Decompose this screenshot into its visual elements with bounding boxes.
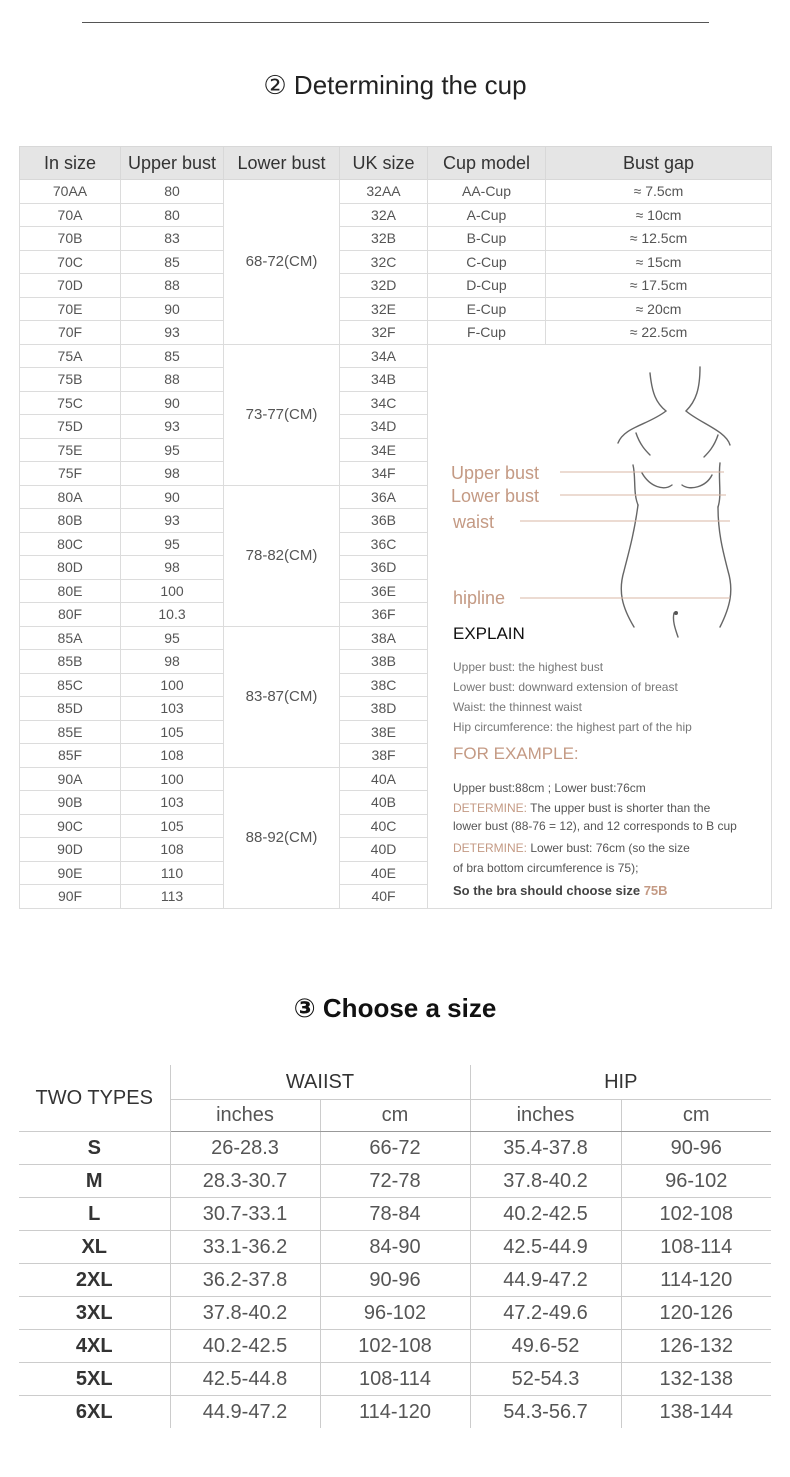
cup-model-cell: AA-Cup	[428, 180, 546, 204]
header-in-size: In size	[20, 147, 121, 180]
cup-table-row	[20, 297, 772, 321]
size-table-row	[19, 1264, 771, 1297]
uk-size-cell: 32E	[340, 297, 428, 321]
in-size-cell: 85F	[20, 744, 121, 768]
uk-size-cell: 34B	[340, 368, 428, 392]
size-label-cell: 4XL	[19, 1330, 170, 1363]
upper-bust-cell: 88	[121, 368, 224, 392]
hip-cm-cell: 90-96	[621, 1132, 771, 1165]
cup-table-header	[20, 147, 772, 180]
in-size-cell: 80D	[20, 556, 121, 580]
waist-cm-cell: 84-90	[320, 1231, 470, 1264]
in-size-cell: 70F	[20, 321, 121, 345]
hip-inches-cell: 37.8-40.2	[470, 1165, 621, 1198]
size-table-row	[19, 1363, 771, 1396]
uk-size-cell: 32A	[340, 203, 428, 227]
cup-model-cell: D-Cup	[428, 274, 546, 298]
uk-size-cell: 36A	[340, 485, 428, 509]
in-size-cell: 70AA	[20, 180, 121, 204]
navel-icon	[674, 611, 678, 615]
uk-size-cell: 36C	[340, 532, 428, 556]
in-size-cell: 90E	[20, 861, 121, 885]
section-title-cup: ② Determining the cup	[263, 70, 527, 100]
cup-model-cell: A-Cup	[428, 203, 546, 227]
size-label-cell: M	[19, 1165, 170, 1198]
hip-cm-cell: 126-132	[621, 1330, 771, 1363]
upper-bust-cell: 90	[121, 297, 224, 321]
in-size-cell: 90D	[20, 838, 121, 862]
upper-bust-cell: 93	[121, 321, 224, 345]
header-waist: WAIIST	[170, 1065, 470, 1100]
in-size-cell: 85B	[20, 650, 121, 674]
upper-bust-cell: 88	[121, 274, 224, 298]
header-cup-model: Cup model	[428, 147, 546, 180]
size-table-row	[19, 1198, 771, 1231]
header-hip-cm: cm	[621, 1100, 771, 1132]
size-table-row	[19, 1132, 771, 1165]
in-size-cell: 80B	[20, 509, 121, 533]
hip-cm-cell: 120-126	[621, 1297, 771, 1330]
uk-size-cell: 36F	[340, 603, 428, 627]
in-size-cell: 80F	[20, 603, 121, 627]
header-lower-bust: Lower bust	[224, 147, 340, 180]
determine-step-2	[453, 837, 690, 859]
uk-size-cell: 38E	[340, 720, 428, 744]
upper-bust-cell: 85	[121, 344, 224, 368]
cup-table-row	[20, 227, 772, 251]
in-size-cell: 80C	[20, 532, 121, 556]
determine-step-2-cont: of bra bottom circumference is 75);	[453, 860, 639, 875]
definition-hip: Hip circumference: the highest part of the hip	[453, 719, 692, 734]
cup-model-cell: B-Cup	[428, 227, 546, 251]
waist-inches-cell: 44.9-47.2	[170, 1396, 320, 1429]
hip-cm-cell: 108-114	[621, 1231, 771, 1264]
waist-cm-cell: 90-96	[320, 1264, 470, 1297]
in-size-cell: 75B	[20, 368, 121, 392]
uk-size-cell: 36B	[340, 509, 428, 533]
cup-table-row	[20, 321, 772, 345]
determine-1-text: The upper bust is shorter than the	[530, 800, 711, 815]
upper-bust-cell: 108	[121, 744, 224, 768]
label-waist: waist	[453, 511, 495, 532]
uk-size-cell: 40F	[340, 885, 428, 909]
in-size-cell: 75E	[20, 438, 121, 462]
cup-table-row	[20, 344, 772, 368]
upper-bust-cell: 83	[121, 227, 224, 251]
uk-size-cell: 32F	[340, 321, 428, 345]
in-size-cell: 70D	[20, 274, 121, 298]
bust-gap-cell: ≈ 10cm	[546, 203, 772, 227]
section-title-size: ③ Choose a size	[293, 993, 497, 1023]
upper-bust-cell: 108	[121, 838, 224, 862]
uk-size-cell: 36E	[340, 579, 428, 603]
header-waist-inches: inches	[170, 1100, 320, 1132]
upper-bust-cell: 100	[121, 767, 224, 791]
cup-model-cell: F-Cup	[428, 321, 546, 345]
header-hip: HIP	[470, 1065, 771, 1100]
label-upper-bust: Upper bust	[451, 462, 540, 483]
upper-bust-cell: 105	[121, 814, 224, 838]
lower-bust-range-cell: 68-72(CM)	[224, 180, 340, 345]
in-size-cell: 80A	[20, 485, 121, 509]
in-size-cell: 85D	[20, 697, 121, 721]
lower-bust-range-cell: 88-92(CM)	[224, 767, 340, 908]
upper-bust-cell: 93	[121, 415, 224, 439]
upper-bust-cell: 98	[121, 462, 224, 486]
waist-cm-cell: 108-114	[320, 1363, 470, 1396]
waist-cm-cell: 96-102	[320, 1297, 470, 1330]
in-size-cell: 70E	[20, 297, 121, 321]
upper-bust-cell: 105	[121, 720, 224, 744]
hip-cm-cell: 114-120	[621, 1264, 771, 1297]
cup-model-cell: E-Cup	[428, 297, 546, 321]
upper-bust-cell: 95	[121, 626, 224, 650]
size-label-cell: S	[19, 1132, 170, 1165]
waist-inches-cell: 33.1-36.2	[170, 1231, 320, 1264]
bust-gap-cell: ≈ 12.5cm	[546, 227, 772, 251]
hip-inches-cell: 35.4-37.8	[470, 1132, 621, 1165]
uk-size-cell: 38A	[340, 626, 428, 650]
uk-size-cell: 40B	[340, 791, 428, 815]
hip-inches-cell: 54.3-56.7	[470, 1396, 621, 1429]
size-label-cell: 2XL	[19, 1264, 170, 1297]
waist-inches-cell: 42.5-44.8	[170, 1363, 320, 1396]
cup-table-row	[20, 274, 772, 298]
definition-waist: Waist: the thinnest waist	[453, 699, 582, 714]
bust-gap-cell: ≈ 7.5cm	[546, 180, 772, 204]
in-size-cell: 80E	[20, 579, 121, 603]
determine-label: DETERMINE:	[453, 800, 528, 815]
example-title: FOR EXAMPLE:	[453, 743, 579, 763]
size-table-row	[19, 1231, 771, 1264]
uk-size-cell: 38F	[340, 744, 428, 768]
upper-bust-cell: 95	[121, 438, 224, 462]
upper-bust-cell: 113	[121, 885, 224, 909]
uk-size-cell: 32C	[340, 250, 428, 274]
uk-size-cell: 32D	[340, 274, 428, 298]
measurement-figure-cell	[428, 344, 772, 908]
in-size-cell: 85E	[20, 720, 121, 744]
upper-bust-cell: 100	[121, 579, 224, 603]
bust-gap-cell: ≈ 20cm	[546, 297, 772, 321]
explain-title: EXPLAIN	[453, 623, 525, 643]
cup-table-row	[20, 180, 772, 204]
uk-size-cell: 40E	[340, 861, 428, 885]
in-size-cell: 75C	[20, 391, 121, 415]
upper-bust-cell: 100	[121, 673, 224, 697]
lower-bust-range-cell: 73-77(CM)	[224, 344, 340, 485]
in-size-cell: 85C	[20, 673, 121, 697]
cup-model-cell: C-Cup	[428, 250, 546, 274]
lower-bust-range-cell: 78-82(CM)	[224, 485, 340, 626]
size-label-cell: 6XL	[75, 1400, 113, 1423]
in-size-cell: 90A	[20, 767, 121, 791]
in-size-cell: 75A	[20, 344, 121, 368]
cup-table-row	[20, 203, 772, 227]
size-label-cell: XL	[19, 1231, 170, 1264]
uk-size-cell: 32B	[340, 227, 428, 251]
definition-upper-bust: Upper bust: the highest bust	[453, 659, 604, 674]
upper-bust-cell: 103	[121, 791, 224, 815]
determine-label: DETERMINE:	[453, 840, 528, 855]
bust-gap-cell: ≈ 22.5cm	[546, 321, 772, 345]
in-size-cell: 75F	[20, 462, 121, 486]
uk-size-cell: 38B	[340, 650, 428, 674]
upper-bust-cell: 110	[121, 861, 224, 885]
label-lower-bust: Lower bust	[451, 485, 540, 506]
waist-inches-cell: 40.2-42.5	[170, 1330, 320, 1363]
uk-size-cell: 34A	[340, 344, 428, 368]
hip-inches-cell: 47.2-49.6	[470, 1297, 621, 1330]
header-upper-bust: Upper bust	[121, 147, 224, 180]
hip-cm-cell: 132-138	[621, 1363, 771, 1396]
waist-cm-cell: 72-78	[320, 1165, 470, 1198]
hip-inches-cell: 44.9-47.2	[470, 1264, 621, 1297]
upper-bust-cell: 98	[121, 650, 224, 674]
upper-bust-cell: 10.3	[121, 603, 224, 627]
size-table-row	[19, 1396, 771, 1429]
upper-bust-cell: 80	[121, 203, 224, 227]
header-two-types: TWO TYPES	[19, 1065, 170, 1132]
size-label-cell: 3XL	[19, 1297, 170, 1330]
in-size-cell: 85A	[20, 626, 121, 650]
determine-2-text: Lower bust: 76cm (so the size	[530, 840, 690, 855]
waist-cm-cell: 66-72	[320, 1132, 470, 1165]
example-measurements: Upper bust:88cm ; Lower bust:76cm	[453, 780, 646, 795]
hip-inches-cell: 49.6-52	[470, 1330, 621, 1363]
hip-cm-cell: 102-108	[621, 1198, 771, 1231]
uk-size-cell: 32AA	[340, 180, 428, 204]
header-waist-cm: cm	[320, 1100, 470, 1132]
uk-size-cell: 40C	[340, 814, 428, 838]
conclusion-text: So the bra should choose size	[453, 882, 644, 898]
uk-size-cell: 34F	[340, 462, 428, 486]
lower-bust-range-cell: 83-87(CM)	[224, 626, 340, 767]
uk-size-cell: 34D	[340, 415, 428, 439]
size-table-row	[19, 1297, 771, 1330]
uk-size-cell: 34E	[340, 438, 428, 462]
uk-size-cell: 38C	[340, 673, 428, 697]
upper-bust-cell: 90	[121, 391, 224, 415]
conclusion	[453, 880, 668, 902]
in-size-cell: 75D	[20, 415, 121, 439]
in-size-cell: 90B	[20, 791, 121, 815]
hip-inches-cell: 52-54.3	[470, 1363, 621, 1396]
waist-inches-cell: 30.7-33.1	[170, 1198, 320, 1231]
upper-bust-cell: 80	[121, 180, 224, 204]
header-bust-gap: Bust gap	[546, 147, 772, 180]
size-label-cell: L	[19, 1198, 170, 1231]
upper-bust-cell: 93	[121, 509, 224, 533]
hip-inches-cell: 42.5-44.9	[470, 1231, 621, 1264]
upper-bust-cell: 95	[121, 532, 224, 556]
conclusion-size: 75B	[643, 882, 668, 898]
in-size-cell: 70A	[20, 203, 121, 227]
size-table-row	[19, 1330, 771, 1363]
hip-cm-cell: 138-144	[621, 1396, 771, 1429]
size-table	[19, 1065, 771, 1428]
waist-cm-cell: 78-84	[320, 1198, 470, 1231]
header-hip-inches: inches	[470, 1100, 621, 1132]
hip-cm-cell: 96-102	[621, 1165, 771, 1198]
waist-inches-cell: 36.2-37.8	[170, 1264, 320, 1297]
label-hipline: hipline	[453, 587, 506, 608]
upper-bust-cell: 98	[121, 556, 224, 580]
waist-inches-cell: 28.3-30.7	[170, 1165, 320, 1198]
uk-size-cell: 40D	[340, 838, 428, 862]
uk-size-cell: 34C	[340, 391, 428, 415]
in-size-cell: 90F	[20, 885, 121, 909]
waist-inches-cell: 37.8-40.2	[170, 1297, 320, 1330]
size-table-row	[19, 1165, 771, 1198]
cup-table-row	[20, 250, 772, 274]
cup-table	[19, 146, 772, 909]
bust-gap-cell: ≈ 17.5cm	[546, 274, 772, 298]
uk-size-cell: 36D	[340, 556, 428, 580]
bust-gap-cell: ≈ 15cm	[546, 250, 772, 274]
upper-bust-cell: 90	[121, 485, 224, 509]
waist-cm-cell: 102-108	[320, 1330, 470, 1363]
determine-step-1-cont: lower bust (88-76 = 12), and 12 corresponds to B cup	[453, 818, 737, 833]
upper-bust-cell: 103	[121, 697, 224, 721]
size-label-cell: 5XL	[19, 1363, 170, 1396]
top-divider	[82, 22, 709, 23]
uk-size-cell: 40A	[340, 767, 428, 791]
measurement-guide	[428, 345, 771, 906]
header-uk-size: UK size	[340, 147, 428, 180]
waist-inches-cell: 26-28.3	[170, 1132, 320, 1165]
in-size-cell: 70B	[20, 227, 121, 251]
waist-cm-cell: 114-120	[320, 1396, 470, 1429]
hip-inches-cell: 40.2-42.5	[470, 1198, 621, 1231]
in-size-cell: 90C	[20, 814, 121, 838]
in-size-cell: 70C	[20, 250, 121, 274]
upper-bust-cell: 85	[121, 250, 224, 274]
definition-lower-bust: Lower bust: downward extension of breast	[453, 679, 678, 694]
uk-size-cell: 38D	[340, 697, 428, 721]
